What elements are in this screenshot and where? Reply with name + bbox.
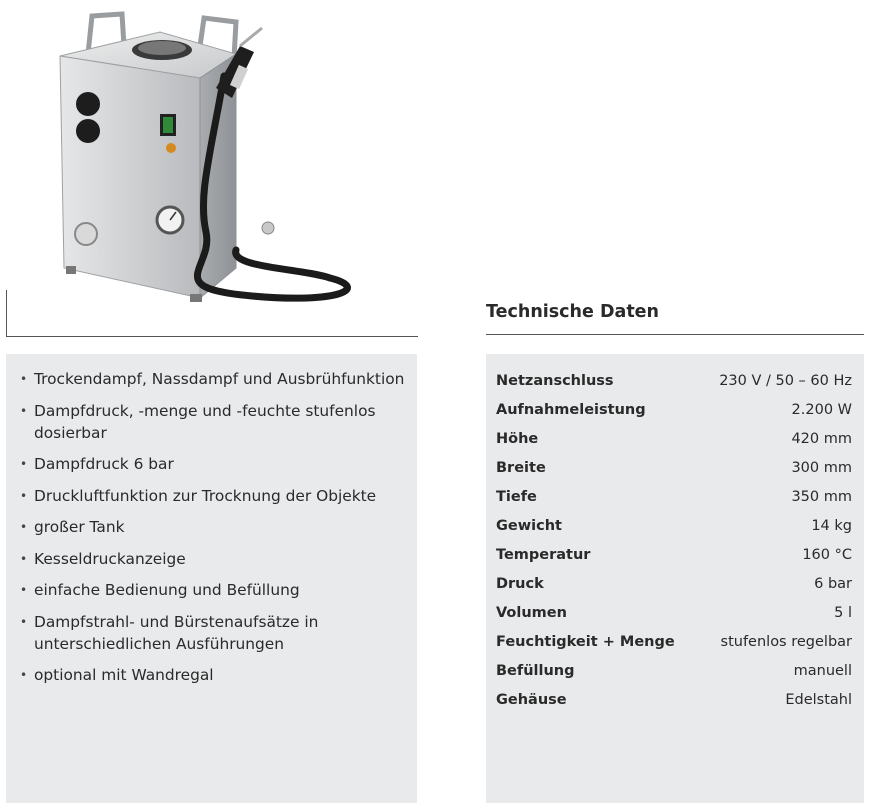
- spec-value: 230 V / 50 – 60 Hz: [719, 372, 852, 389]
- feature-item: • einfache Bedienung und Befüllung: [20, 579, 407, 601]
- spec-value: 14 kg: [811, 517, 852, 534]
- features-list: [6, 354, 417, 686]
- table-row: [486, 511, 864, 540]
- feature-item: • Dampfstrahl- und Bürstenaufsätze in unterschiedlichen Ausführungen: [20, 611, 407, 655]
- spec-key: Höhe: [496, 430, 539, 447]
- feature-item: • Kesseldruckanzeige: [20, 548, 407, 570]
- tech-title: Technische Daten: [486, 302, 660, 322]
- table-row: [486, 453, 864, 482]
- table-row: [486, 482, 864, 511]
- table-row: [486, 540, 864, 569]
- spec-key: Druck: [496, 575, 544, 592]
- feature-item: • großer Tank: [20, 516, 407, 538]
- table-row: [486, 395, 864, 424]
- table-row: [486, 598, 864, 627]
- table-row: [486, 685, 864, 714]
- spec-value: 420 mm: [791, 430, 852, 447]
- spec-value: stufenlos regelbar: [720, 633, 852, 650]
- table-row: [486, 569, 864, 598]
- feature-item: • Dampfdruck 6 bar: [20, 453, 407, 475]
- spec-value: 160 °C: [802, 546, 852, 563]
- steam-cleaner-image: [40, 6, 380, 306]
- spec-key: Netzanschluss: [496, 372, 614, 389]
- spec-value: 350 mm: [791, 488, 852, 505]
- tech-title-rule: [486, 334, 864, 335]
- feature-item: • Druckluftfunktion zur Trocknung der Objekte: [20, 485, 407, 507]
- spec-key: Befüllung: [496, 662, 575, 679]
- table-row: [486, 656, 864, 685]
- tech-specs-table: [486, 366, 864, 714]
- table-row: [486, 424, 864, 453]
- spec-key: Volumen: [496, 604, 567, 621]
- table-row: [486, 627, 864, 656]
- spec-key: Gehäuse: [496, 691, 567, 708]
- spec-key: Feuchtigkeit + Menge: [496, 633, 675, 650]
- section-rule-vertical: [6, 290, 7, 336]
- feature-item: • Trockendampf, Nassdampf und Ausbrühfunktion: [20, 368, 407, 390]
- spec-value: 6 bar: [814, 575, 852, 592]
- section-rule-horizontal: [6, 336, 418, 337]
- table-row: [486, 366, 864, 395]
- spec-value: Edelstahl: [785, 691, 852, 708]
- spec-value: 5 l: [834, 604, 852, 621]
- spec-value: 2.200 W: [791, 401, 852, 418]
- spec-key: Temperatur: [496, 546, 591, 563]
- feature-item: • optional mit Wandregal: [20, 664, 407, 686]
- spec-key: Aufnahmeleistung: [496, 401, 646, 418]
- features-panel: [6, 354, 417, 803]
- spec-key: Tiefe: [496, 488, 537, 505]
- tech-specs-panel: [486, 354, 864, 803]
- spec-value: manuell: [793, 662, 852, 679]
- feature-item: • Dampfdruck, -menge und -feuchte stufenlos dosierbar: [20, 400, 407, 444]
- spec-key: Breite: [496, 459, 546, 476]
- spec-key: Gewicht: [496, 517, 562, 534]
- spec-value: 300 mm: [791, 459, 852, 476]
